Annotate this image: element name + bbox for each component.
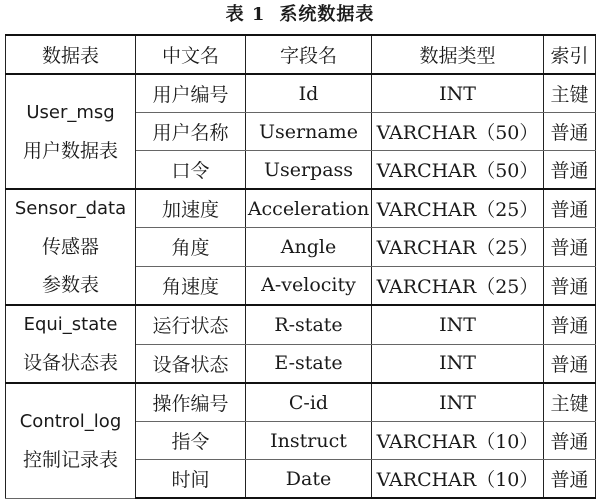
cn-name-cell: 操作编号 <box>136 383 246 422</box>
cn-name-cell: 加速度 <box>136 189 246 228</box>
table-name-cn: 设备状态表 <box>22 352 118 374</box>
data-type-cell: INT <box>372 383 544 422</box>
table-name-cn: 控制记录表 <box>22 448 118 471</box>
table-title: 系统数据表 <box>279 4 375 25</box>
table-name-en: Sensor_data <box>14 198 127 219</box>
table-name-cn: 用户数据表 <box>22 139 118 162</box>
header-row <box>6 35 596 74</box>
index-cell: 普通 <box>544 344 596 383</box>
data-type-cell: INT <box>372 305 544 344</box>
field-name-cell: A-velocity <box>246 266 372 305</box>
table-row <box>6 74 596 113</box>
index-cell: 主键 <box>544 383 596 422</box>
field-name-cell: C-id <box>246 383 372 422</box>
index-cell: 普通 <box>544 460 596 499</box>
field-name-cell: Acceleration <box>246 189 372 228</box>
table-caption <box>0 0 600 34</box>
header-index: 索引 <box>544 35 596 74</box>
cn-name-cell: 用户编号 <box>136 74 246 113</box>
data-type-cell: VARCHAR（25） <box>372 266 544 305</box>
index-cell: 普通 <box>544 422 596 460</box>
index-cell: 普通 <box>544 113 596 151</box>
data-type-cell: VARCHAR（25） <box>372 228 544 266</box>
cn-name-cell: 设备状态 <box>136 344 246 383</box>
index-cell: 普通 <box>544 266 596 305</box>
data-type-cell: VARCHAR（10） <box>372 460 544 499</box>
data-type-cell: VARCHAR（50） <box>372 151 544 190</box>
index-cell: 普通 <box>544 189 596 228</box>
field-name-cell: Username <box>246 113 372 151</box>
table-name-cn: 参数表 <box>41 274 99 296</box>
table-row <box>6 305 596 344</box>
table-name-en: Equi_state <box>23 314 118 335</box>
table-number: 表 1 <box>225 4 266 25</box>
table-name-cell <box>6 383 136 498</box>
table-name-cn: 传感器 <box>41 236 99 258</box>
data-type-cell: VARCHAR（50） <box>372 113 544 151</box>
index-cell: 普通 <box>544 151 596 190</box>
cn-name-cell: 指令 <box>136 422 246 460</box>
cn-name-cell: 角速度 <box>136 266 246 305</box>
data-type-cell: INT <box>372 344 544 383</box>
data-type-cell: VARCHAR（25） <box>372 189 544 228</box>
table-name-cell <box>6 189 136 305</box>
header-data-type: 数据类型 <box>372 35 544 74</box>
cn-name-cell: 时间 <box>136 460 246 499</box>
header-chinese-name: 中文名 <box>136 35 246 74</box>
index-cell: 普通 <box>544 305 596 344</box>
index-cell: 普通 <box>544 228 596 266</box>
field-name-cell: R-state <box>246 305 372 344</box>
table-name-cell <box>6 74 136 189</box>
table-name-cell <box>6 305 136 383</box>
index-cell: 主键 <box>544 74 596 113</box>
system-data-table <box>5 34 596 499</box>
cn-name-cell: 角度 <box>136 228 246 266</box>
header-field-name: 字段名 <box>246 35 372 74</box>
field-name-cell: Angle <box>246 228 372 266</box>
data-type-cell: INT <box>372 74 544 113</box>
header-table-name: 数据表 <box>6 35 136 74</box>
field-name-cell: Userpass <box>246 151 372 190</box>
table-name-en: User_msg <box>26 101 115 123</box>
field-name-cell: E-state <box>246 344 372 383</box>
data-type-cell: VARCHAR（10） <box>372 422 544 460</box>
table-name-en: Control_log <box>19 410 122 432</box>
cn-name-cell: 口令 <box>136 151 246 190</box>
field-name-cell: Instruct <box>246 422 372 460</box>
cn-name-cell: 用户名称 <box>136 113 246 151</box>
field-name-cell: Id <box>246 74 372 113</box>
field-name-cell: Date <box>246 460 372 499</box>
cn-name-cell: 运行状态 <box>136 305 246 344</box>
table-row <box>6 189 596 228</box>
table-row <box>6 383 596 422</box>
